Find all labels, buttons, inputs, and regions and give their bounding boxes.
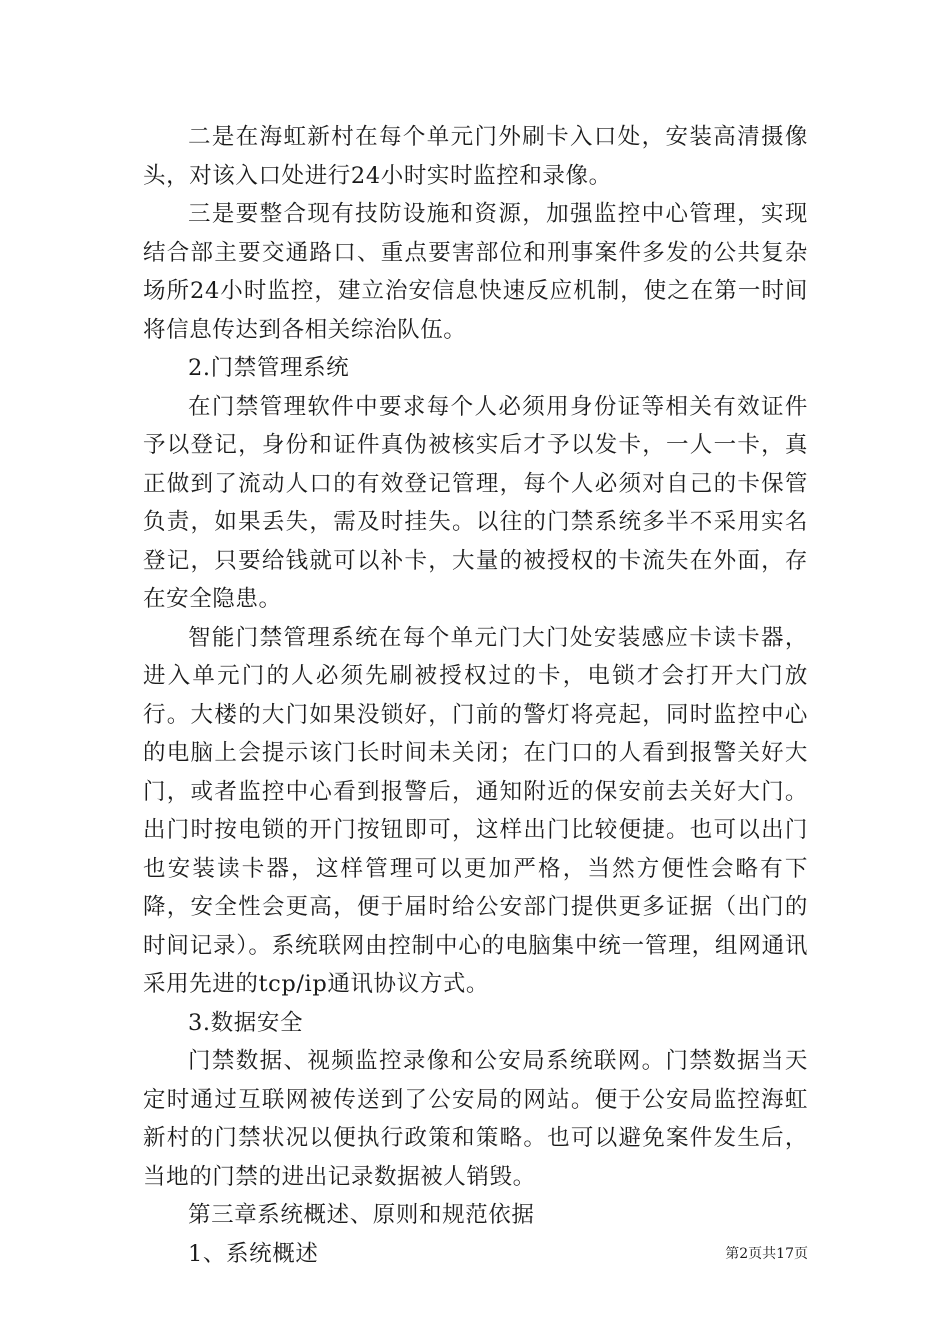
chapter-heading: 第三章系统概述、原则和规范依据 xyxy=(188,1202,535,1228)
document-body xyxy=(143,118,808,1273)
paragraph-access-software: 在门禁管理软件中要求每个人必须用身份证等相关有效证件予以登记，身份和证件真伪被核实后才予以发卡，一人一卡，真正做到了流动人口的有效登记管理，每个人必须对自己的卡保管负责，如果丢失，需及时挂失。以往的门禁系统多半不采用实名登记，只要给钱就可以补卡，大量的被授权的卡流失在外面，存在安全隐患。 xyxy=(143,393,808,612)
paragraph-camera-install: 二是在海虹新村在每个单元门外刷卡入口处，安装高清摄像头，对该入口处进行24小时实时监控和录像。 xyxy=(143,124,808,189)
paragraph-smart-access-system: 智能门禁管理系统在每个单元门大门处安装感应卡读卡器，进入单元门的人必须先刷被授权过的卡，电锁才会打开大门放行。大楼的大门如果没锁好，门前的警灯将亮起，同时监控中心的电脑上会提示该门长时间未关闭；在门口的人看到报警关好大门，或者监控中心看到报警后，通知附近的保安前去关好大门。出门时按电锁的开门按钮即可，这样出门比较便捷。也可以出门也安装读卡器，这样管理可以更加严格，当然方便性会略有下降，安全性会更高，便于届时给公安部门提供更多证据（出门的时间记录）。系统联网由控制中心的电脑集中统一管理，组网通讯采用先进的tcp/ip通讯协议方式。 xyxy=(143,624,808,997)
paragraph-monitoring-integration: 三是要整合现有技防设施和资源，加强监控中心管理，实现结合部主要交通路口、重点要害部位和刑事案件多发的公共复杂场所24小时监控，建立治安信息快速反应机制，使之在第一时间将信息传达到各相关综治队伍。 xyxy=(143,201,808,343)
section-heading-data-security: 3.数据安全 xyxy=(188,1009,304,1036)
subsection-heading-overview: 1、系统概述 xyxy=(188,1240,319,1267)
paragraph-data-networking: 门禁数据、视频监控录像和公安局系统联网。门禁数据当天定时通过互联网被传送到了公安局的网站。便于公安局监控海虹新村的门禁状况以便执行政策和策略。也可以避免案件发生后，当地的门禁的进出记录数据被人销毁。 xyxy=(143,1048,808,1190)
section-heading-access-control: 2.门禁管理系统 xyxy=(188,355,350,381)
page-number-footer: 第2页共17页 xyxy=(725,1246,808,1262)
